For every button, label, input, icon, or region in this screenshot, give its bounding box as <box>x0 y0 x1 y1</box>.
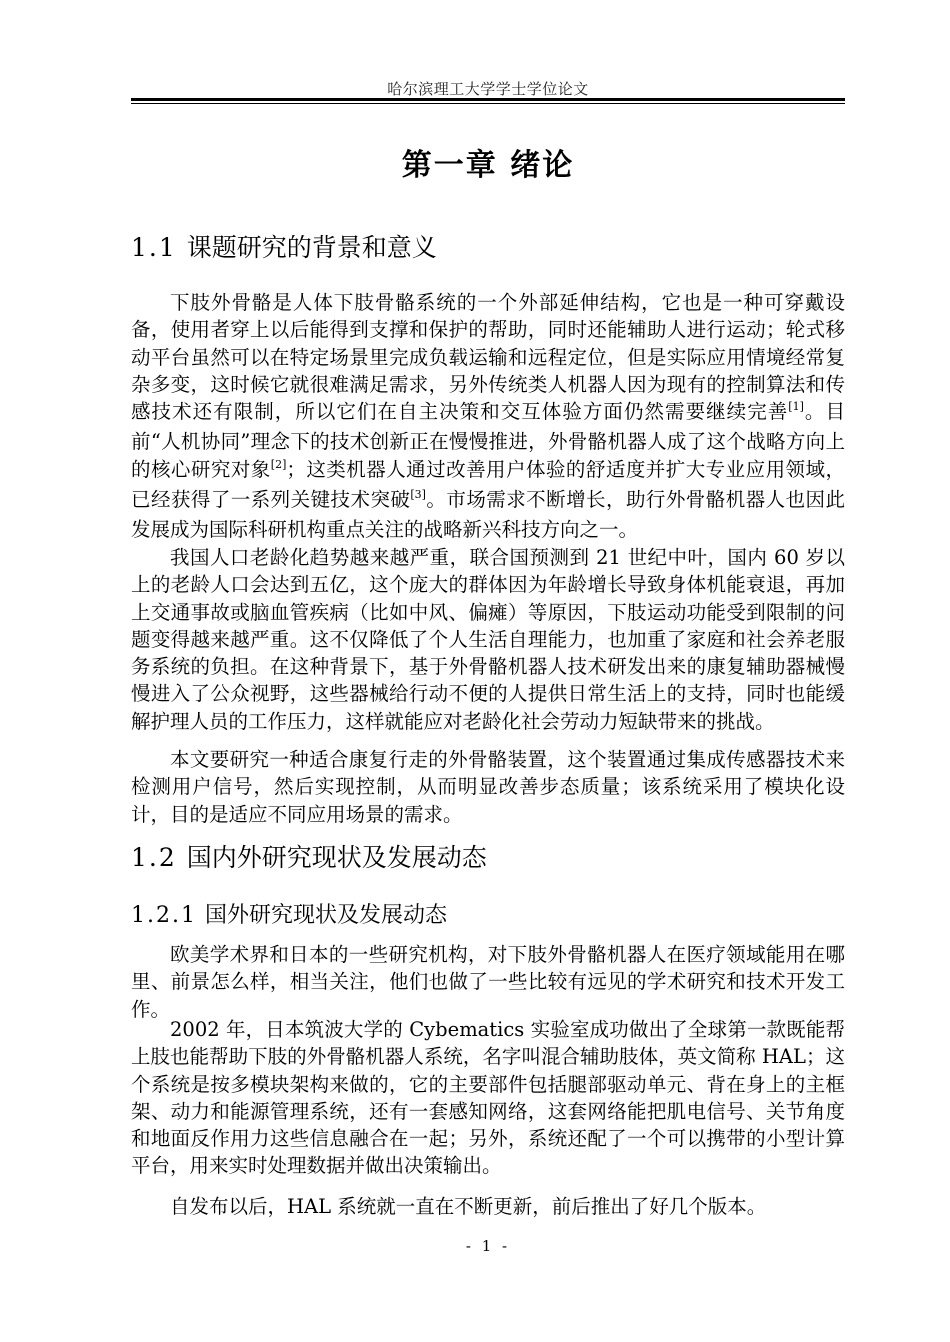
paragraph-text: 。目前“人机协同”理念下的技术创新正在慢慢推进，外骨骼机器人成了这个战略方向上的核心研究对象 <box>131 400 845 481</box>
paragraph-background-2: 我国人口老龄化趋势越来越严重，联合国预测到 21 世纪中叶，国内 60 岁以上的老龄人口会达到五亿，这个庞大的群体因为年龄增长导致身体机能衰退，再加上交通事故或脑血管疾病（比如中风、偏瘫）等原因，下肢运动功能受到限制的问题变得越来越严重。这不仅降低了个人生活自理能力，也加重了家庭和社会养老服务系统的负担。在这种背景下，基于外骨骼机器人技术研发出来的康复辅助器械慢慢进入了公众视野，这些器械给行动不便的人提供日常生活上的支持，同时也能缓解护理人员的工作压力，这样就能应对老龄化社会劳动力短缺带来的挑战。 <box>131 546 845 733</box>
section-title: 课题研究的背景和意义 <box>186 233 437 262</box>
header-rule-thin <box>131 103 845 104</box>
subsection-title: 国外研究现状及发展动态 <box>204 903 447 928</box>
paragraph-text: 。市场需求不断增长，助行外骨骼机器人也因此发展成为国际科研机构重点关注的战略新兴科技方向之一。 <box>131 488 845 542</box>
citation-ref-3[interactable]: [3] <box>410 488 426 502</box>
section-heading-1-2 <box>131 838 487 874</box>
paragraph-background-3: 本文要研究一种适合康复行走的外骨骼装置，这个装置通过集成传感器技术来检测用户信号，然后实现控制，从而明显改善步态质量；该系统采用了模块化设计，目的是适应不同应用场景的需求。 <box>131 748 845 826</box>
section-title: 国内外研究现状及发展动态 <box>186 843 487 872</box>
chapter-title: 第一章 绪论 <box>401 148 575 183</box>
subsection-heading-1-2-1 <box>131 898 447 929</box>
paragraph-foreign-3: 自发布以后，HAL 系统就一直在不断更新，前后推出了好几个版本。 <box>170 1195 767 1218</box>
running-header: 哈尔滨理工大学学士学位论文 <box>387 80 589 98</box>
citation-ref-1[interactable]: [1] <box>788 400 804 414</box>
section-heading-1-1 <box>131 228 437 264</box>
paragraph-background-1 <box>131 289 845 544</box>
subsection-number: 1.2.1 <box>131 903 197 928</box>
page-number: - 1 - <box>465 1237 511 1255</box>
paragraph-foreign-2: 2002 年，日本筑波大学的 Cybematics 实验室成功做出了全球第一款既能帮上肢也能帮助下肢的外骨骼机器人系统，名字叫混合辅助肢体，英文简称 HAL；这个系统是按多模块架构来做的，它的主要部件包括腿部驱动单元、背在身上的主框架、动力和能源管理系统，还有一套感知网络，这套网络能把肌电信号、关节角度和地面反作用力这些信息融合在一起；另外，系统还配了一个可以携带的小型计算平台，用来实时处理数据并做出决策输出。 <box>131 1018 845 1178</box>
section-number: 1.2 <box>131 843 177 872</box>
paragraph-text: 下肢外骨骼是人体下肢骨骼系统的一个外部延伸结构，它也是一种可穿戴设备，使用者穿上以后能得到支撑和保护的帮助，同时还能辅助人进行运动；轮式移动平台虽然可以在特定场景里完成负载运输和远程定位，但是实际应用情境经常复杂多变，这时候它就很难满足需求，另外传统类人机器人因为现有的控制算法和传感技术还有限制，所以它们在自主决策和交互体验方面仍然需要继续完善 <box>131 291 845 424</box>
header-rule-thick <box>131 98 845 101</box>
paragraph-foreign-1: 欧美学术界和日本的一些研究机构，对下肢外骨骼机器人在医疗领域能用在哪里、前景怎么样，相当关注，他们也做了一些比较有远见的学术研究和技术开发工作。 <box>131 943 845 1021</box>
paragraph-text: ；这类机器人通过改善用户体验的舒适度并扩大专业应用领域，已经获得了一系列关键技术突破 <box>131 457 845 512</box>
section-number: 1.1 <box>131 233 177 262</box>
citation-ref-2[interactable]: [2] <box>270 457 287 471</box>
